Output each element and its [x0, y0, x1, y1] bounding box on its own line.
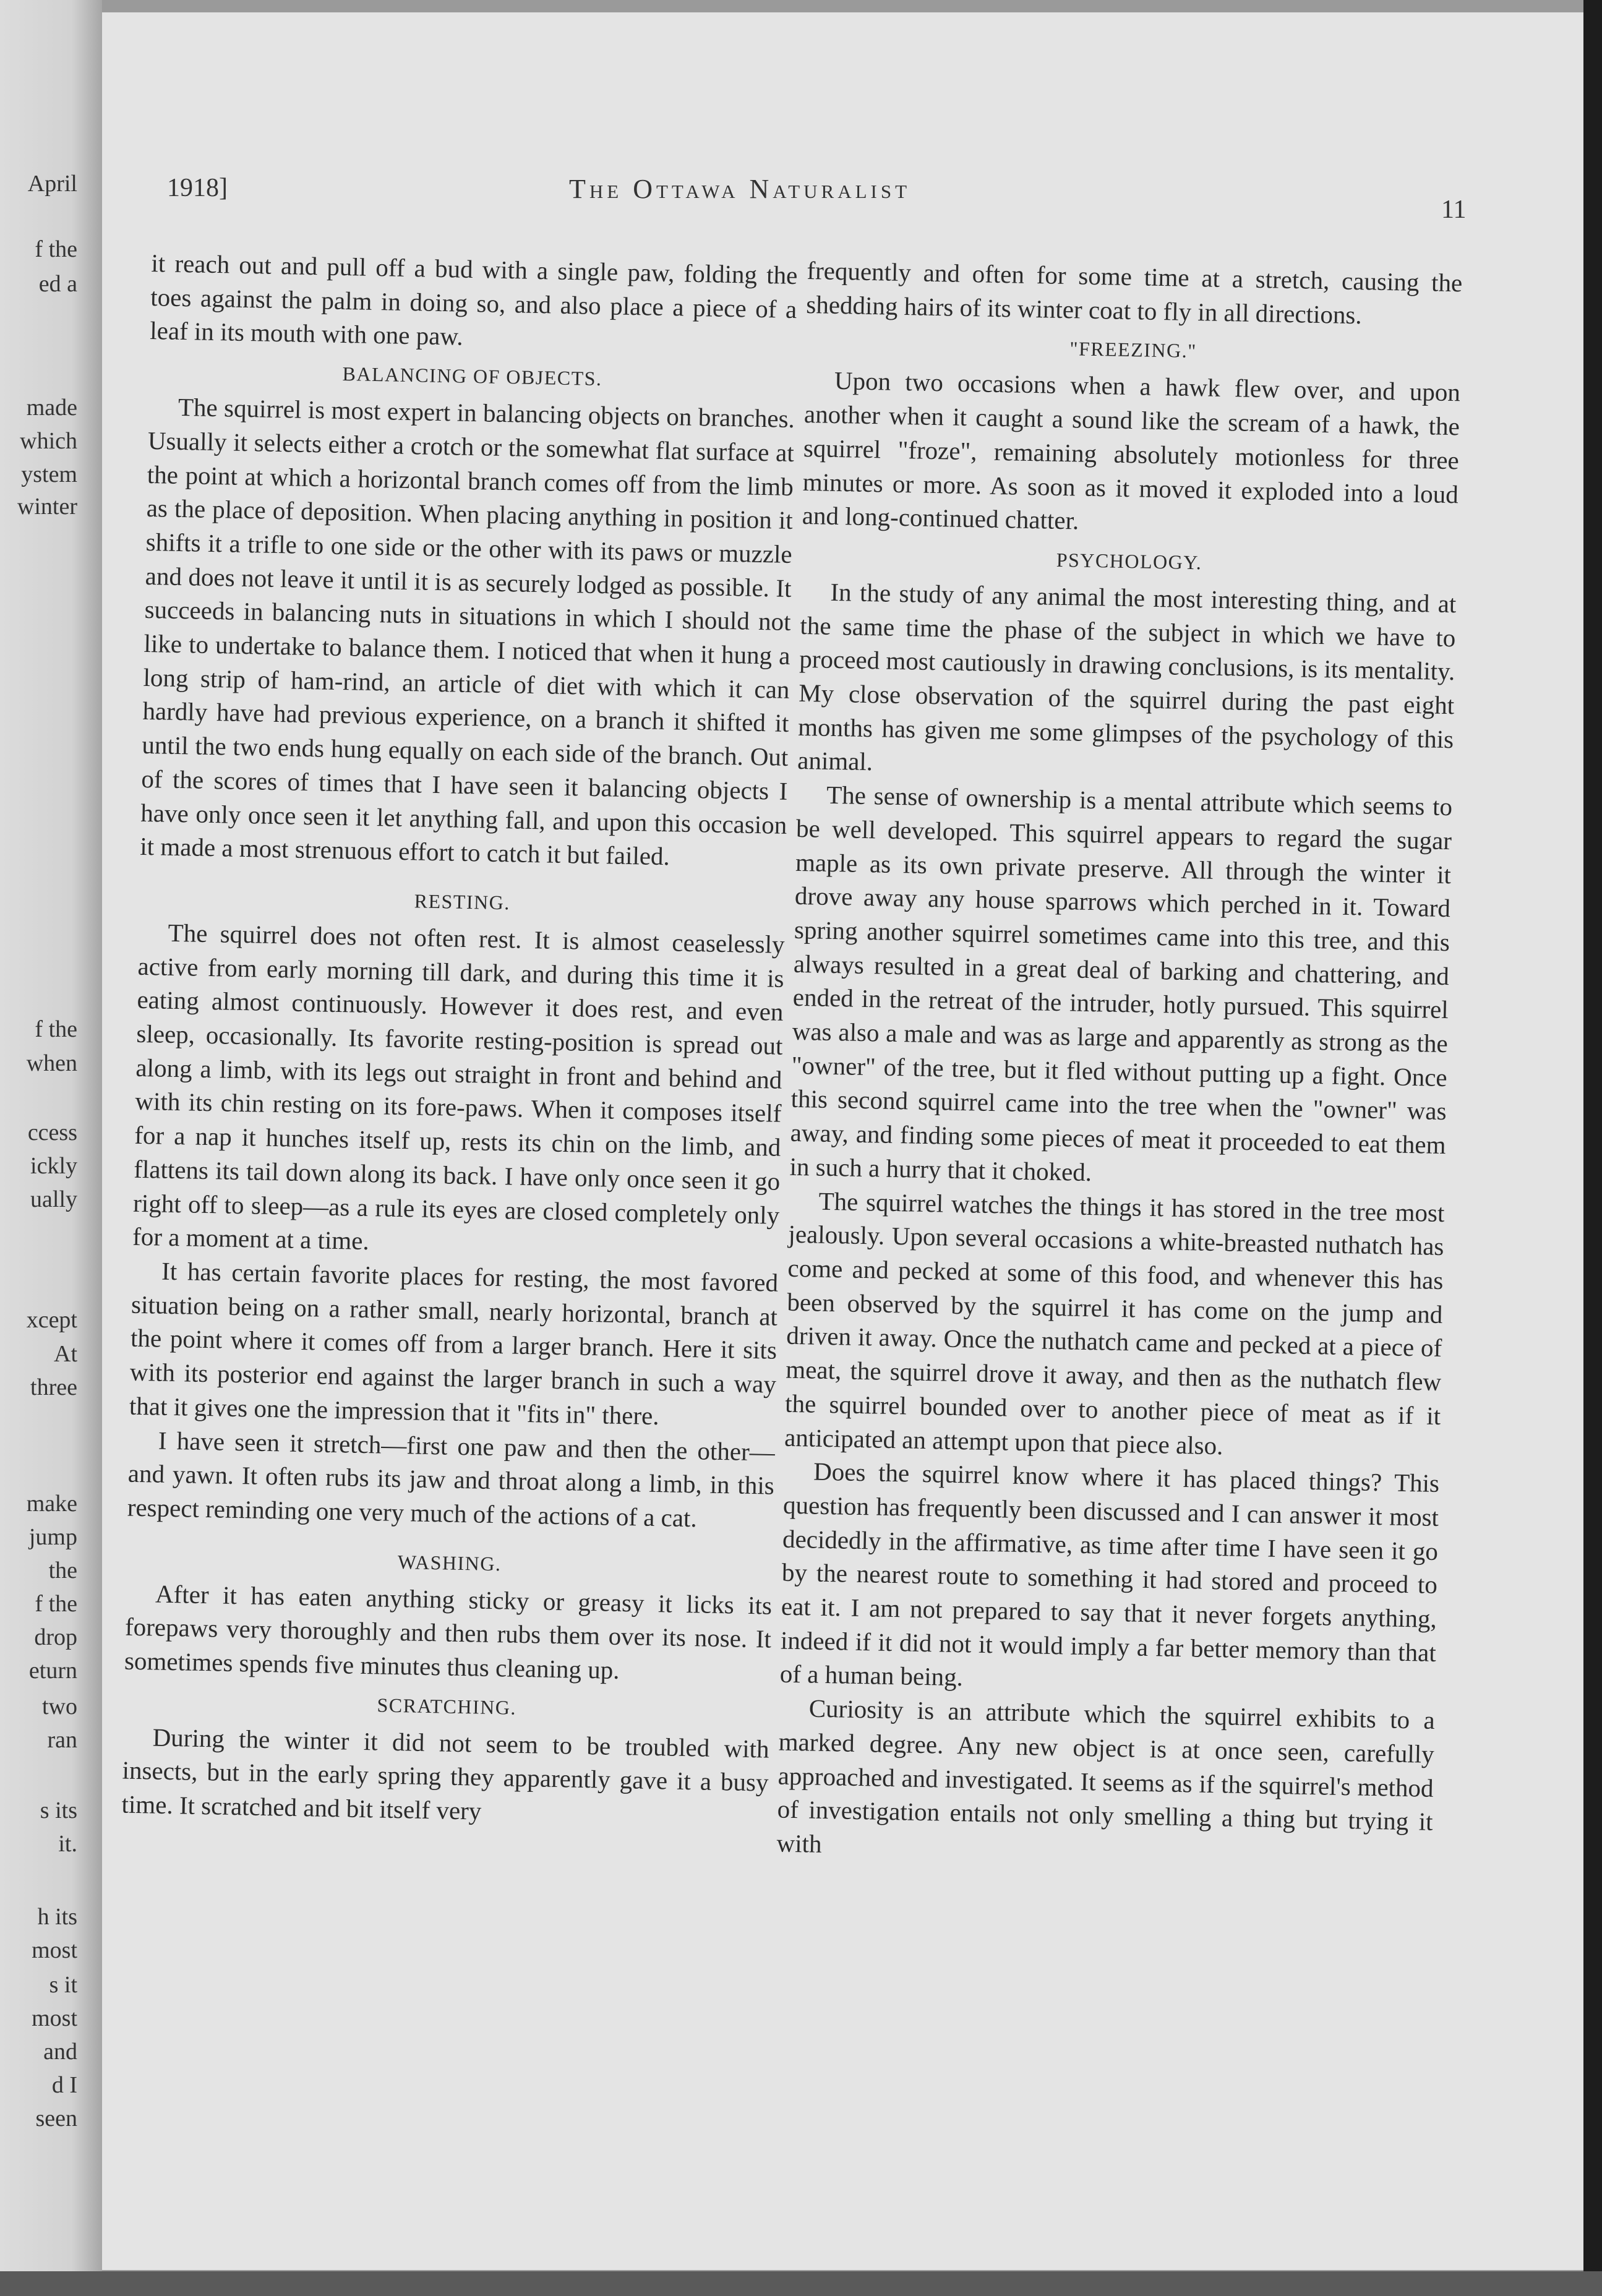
- margin-fragment: seen: [35, 2105, 77, 2131]
- running-header-title: The Ottawa Naturalist: [569, 174, 911, 204]
- margin-fragment: ickly: [30, 1153, 77, 1179]
- paragraph: During the winter it did not seem to be troubled with insects, but in the early spring they apparently gave it a busy time. It scratched and bit itself very: [121, 1723, 769, 1825]
- paragraph: It has certain favorite places for resting, the most favored situation being on a rather small, nearly horizontal, branch at the point where it comes off from a larger branch. Here it sits with its posterior end against the larger branch in such a way that it gives one the impression that it "fits in" there.: [129, 1256, 779, 1430]
- paragraph: In the study of any animal the most interesting thing, and at the same time the phase of the subject in which we have to proceed most cautiously in drawing conclusions, is its mentality. My close observation of the squirrel during the past eight months has given me some glimpses of the psychology of this animal.: [797, 577, 1457, 776]
- margin-fragment: ually: [30, 1186, 77, 1212]
- margin-fragment: s its: [40, 1797, 77, 1823]
- margin-fragment: drop: [34, 1624, 77, 1650]
- margin-fragment: ran: [47, 1727, 77, 1753]
- margin-fragment: d I: [51, 2072, 77, 2098]
- book-edge: [1583, 0, 1602, 2296]
- paragraph: it reach out and pull off a bud with a single paw, folding the toes against the palm in doing so, and also place a piece of a leaf in its mouth with one paw.: [149, 248, 798, 351]
- section-heading-balancing: BALANCING OF OBJECTS.: [342, 362, 602, 390]
- margin-fragment: f the: [35, 236, 77, 262]
- right-text-column: [776, 254, 1463, 1873]
- paragraph: The squirrel watches the things it has stored in the tree most jealously. Upon several occasions a white-breasted nuthatch has come and pecked at some of this food, and whenever this has been observed by the squirrel it has come on the jump and driven it away. Once the nuthatch came and pecked at a piece of meat, the squirrel drove it away, and then as the nuthatch flew the squirrel bounded over to another piece of meat as if it anticipated an attempt upon that piece also.: [784, 1186, 1445, 1460]
- paragraph: frequently and often for some time at a stretch, causing the shedding hairs of its winter coat to fly in all directions.: [805, 255, 1463, 329]
- page-bottom-shadow: [0, 2271, 1602, 2296]
- margin-fragment: made: [26, 395, 77, 421]
- margin-fragment: xcept: [26, 1307, 77, 1333]
- margin-fragment: three: [30, 1374, 77, 1400]
- margin-fragment: two: [42, 1694, 77, 1720]
- margin-fragment: most: [32, 2005, 77, 2031]
- margin-fragment: make: [26, 1491, 77, 1517]
- section-heading-scratching: SCRATCHING.: [377, 1694, 517, 1719]
- paragraph: I have seen it stretch—first one paw and then the other—and yawn. It often rubs its jaw and throat along a limb, in this respect reminding one very much of the actions of a cat.: [127, 1426, 776, 1533]
- left-text-column: [121, 246, 798, 1833]
- margin-fragment: eturn: [28, 1658, 77, 1684]
- paragraph: The squirrel is most expert in balancing objects on branches. Usually it selects either a crotch or the somewhat flat surface at the point at which a horizontal branch comes off from the limb as the place of deposition. When placing anything in position it shifts it a trifle to one side or the other with its paws or muzzle and does not leave it until it is as securely lodged as possible. It succeeds in balancing nuts in situations in which I should not like to undertake to balance them. I noticed that when it hung a long strip of ham-rind, an article of diet with which it can hardly have had previous experience, on a branch it shifted it until the two ends hung equally on each side of the branch. Out of the scores of times that I have seen it balancing objects I have only once seen it let anything fall, and upon this occasion it made a most strenuous effort to catch it but failed.: [139, 392, 795, 871]
- running-header-year: 1918]: [167, 174, 228, 202]
- margin-fragment: f the: [35, 1591, 77, 1617]
- margin-fragment: At: [54, 1341, 77, 1367]
- margin-fragment: ccess: [27, 1120, 77, 1146]
- margin-fragment: winter: [17, 494, 77, 520]
- section-heading-resting: RESTING.: [414, 889, 511, 914]
- margin-fragment: which: [20, 428, 77, 454]
- margin-fragment: and: [43, 2039, 77, 2065]
- margin-fragment: when: [26, 1050, 77, 1076]
- page-number: 11: [1441, 195, 1467, 224]
- margin-fragment: h its: [37, 1904, 77, 1930]
- paragraph: After it has eaten anything sticky or greasy it licks its forepaws very thoroughly and then rubs them over its nose. It sometimes spends five minutes thus cleaning up.: [124, 1579, 773, 1684]
- margin-fragment: jump: [28, 1524, 77, 1550]
- paragraph: Curiosity is an attribute which the squirrel exhibits to a marked degree. Any new object is at once seen, carefully approached and investigated. It seems as if the squirrel's method of investigation entails not only smelling a thing but trying it with: [776, 1694, 1436, 1858]
- margin-fragment: ed a: [38, 271, 77, 297]
- margin-fragment: ystem: [21, 461, 77, 487]
- section-heading-washing: WASHING.: [397, 1550, 502, 1575]
- section-heading-psychology: PSYCHOLOGY.: [1056, 548, 1202, 574]
- section-heading-freezing: "FREEZING.": [1069, 337, 1197, 362]
- paragraph: Does the squirrel know where it has placed things? This question has frequently been discussed and I can answer it most decidedly in the affirmative, as time after time I have seen it go by the nearest route to something it had stored and proceed to eat it. I am not prepared to say that it never forgets anything, indeed if it did not it would imply a far better memory than that of a human being.: [779, 1457, 1440, 1692]
- paragraph: The squirrel does not often rest. It is almost ceaselessly active from early morning till dark, and during this time it is eating almost continuously. However it does rest, and even sleep, occasionally. Its favorite resting-position is spread out along a limb, with its legs out straight in front and behind and with its chin resting on its fore-paws. When it composes itself for a nap it hunches itself up, rests its chin on the limb, and flattens its tail down along its back. I have only once seen it go right off to sleep—as a rule its eyes are closed completely only for a moment at a time.: [132, 918, 785, 1256]
- margin-fragment: s it: [49, 1972, 77, 1998]
- margin-fragment: most: [32, 1937, 77, 1963]
- margin-fragment: April: [27, 171, 77, 197]
- margin-fragment: it.: [58, 1831, 77, 1857]
- margin-fragment: the: [48, 1557, 77, 1583]
- paragraph: The sense of ownership is a mental attribute which seems to be well developed. This squirrel appears to regard the sugar maple as its own private preserve. All through the winter it drove away any house sparrows which perched in it. Toward spring another squirrel sometimes came into this tree, and this always resulted in a great deal of barking and chattering, and ended in the retreat of the intruder, hotly pursued. This squirrel was also a male and was as large and apparently as strong as the "owner" of the tree, but it fled without putting up a fight. Once this second squirrel came into the tree when the "owner" was away, and finding some pieces of meat it proceeded to eat them in such a hurry that it choked.: [789, 780, 1453, 1186]
- paragraph: Upon two occasions when a hawk flew over, and upon another when it caught a sound like the scream of a hawk, the squirrel "froze", remaining absolutely motionless for three minutes or more. As soon as it moved it exploded into a loud and long-continued chatter.: [802, 366, 1461, 535]
- facing-page-margin: [0, 0, 102, 2296]
- margin-fragment: f the: [35, 1016, 77, 1042]
